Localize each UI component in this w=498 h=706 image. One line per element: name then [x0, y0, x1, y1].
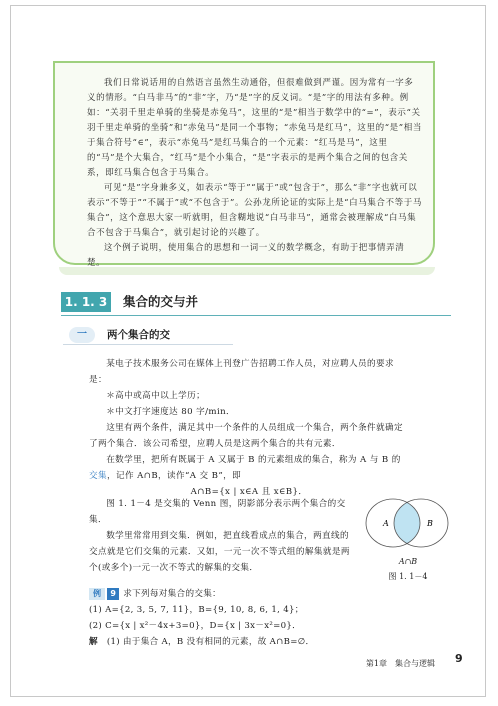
main-text [89, 356, 409, 500]
requirement-2: ＊中文打字速度达 80 字/min． [106, 407, 236, 417]
reading-note-text [87, 76, 422, 271]
definition-text-b: ，记作 A∩B，读作“A 交 B”，即 [107, 471, 242, 481]
example-item-2: (2) C={x | x²－4x+3=0}，D={x | 3x－x²=0}． [89, 621, 302, 631]
example-header [89, 586, 409, 602]
note-paragraph-3: 这个例子说明，使用集合的思想和一词一义的数学概念，有助于把事情弄清楚。 [87, 243, 405, 268]
body-paragraph-3 [89, 452, 409, 484]
example-tag: 例 [89, 588, 105, 600]
venn-text [89, 496, 351, 576]
requirement-1: ＊高中或高中以上学历； [106, 391, 206, 401]
body-paragraph-2: 这里有两个条件，满足其中一个条件的人员组成一个集合，两个条件就确定了两个集合．该公司希望，应聘人员是这两个集合的共有元素． [89, 423, 403, 449]
example-prompt: 求下列每对集合的交集： [123, 589, 222, 599]
solution-label: 解 [89, 637, 98, 647]
set-a-label: A [383, 519, 389, 528]
definition-text-a: 在数学里，把所有既属于 A 又属于 B 的元素组成的集合，称为 A 与 B 的 [106, 455, 401, 465]
section-number: 1. 1. 3 [61, 292, 111, 312]
solution-text: (1) 由于集合 A，B 没有相同的元素，故 A∩B=∅． [106, 637, 315, 647]
subsection-header [63, 326, 243, 344]
subsection-title: 两个集合的交 [107, 329, 170, 341]
body-paragraph-4: 图 1. 1－4 是交集的 Venn 图，阴影部分表示两个集合的交集． [89, 499, 346, 525]
note-paragraph-1: 我们日常说话用的自然语言虽然生动通俗，但很难做到严谨。因为常有一字多义的情形。“白马非马”的“非”字，乃“是”字的反义词。“是”字的用法有多种。例如：“关羽千里走单骑的坐骑是赤兔马”，这里的“是”相当于数学中的“=”，表示“关羽千里走单骑的坐骑”和“赤兔马”是同一个事物；“赤兔马是红马”，这里的“是”相当于集合符号“∈”，表示“赤兔马”是红马集合的一个元素：“红马是马”，这里的“马”是个大集合，“红马”是个小集合，“是”字表示的是两个集合之间的包含关系，即红马集合包含于马集合。 [87, 78, 422, 178]
textbook-page [10, 5, 486, 697]
body-paragraph-1: 某电子技术服务公司在媒体上刊登广告招聘工作人员，对应聘人员的要求是： [89, 359, 394, 385]
example-9 [89, 586, 409, 650]
term-intersection: 交集 [89, 471, 107, 481]
chapter-footer: 第1章 集合与逻辑 [365, 659, 435, 668]
example-solution [89, 634, 409, 650]
venn-caption: A∩B [398, 557, 418, 566]
subsection-number: 一 [69, 327, 95, 343]
venn-diagram [363, 493, 453, 553]
section-title: 集合的交与并 [123, 294, 199, 309]
intersection-formula: A∩B={x | x∈A 且 x∈B}． [190, 487, 308, 497]
example-item-1: (1) A={2, 3, 5, 7, 11}，B={9, 10, 8, 6, 1, 4}； [89, 605, 304, 615]
section-divider [61, 315, 451, 316]
reading-note-box [53, 61, 435, 268]
page-number: 9 [455, 652, 463, 665]
figure-label: 图 1. 1－4 [388, 572, 428, 581]
set-b-label: B [427, 519, 433, 528]
example-number: 9 [107, 588, 119, 600]
subsection-divider [63, 344, 233, 345]
body-paragraph-5: 数学里常常用到交集．例如，把直线看成点的集合，两直线的交点就是它们交集的元素．又如，一元一次不等式组的解集就是两个(或多个)一元一次不等式的解集的交集． [89, 531, 350, 573]
note-paragraph-2: 可见“是”字身兼多义，如表示“等于”“属于”或“包含于”，那么“非”字也就可以表示“不等于”“不属于”或“不包含于”。公孙龙所论证的实际上是“白马集合不等于马集合”，这个意思大家一听就明，但含糊地说“白马非马”，通常会被理解成“白马集合不包含于马集合”，就引起讨论的兴趣了。 [87, 183, 422, 238]
